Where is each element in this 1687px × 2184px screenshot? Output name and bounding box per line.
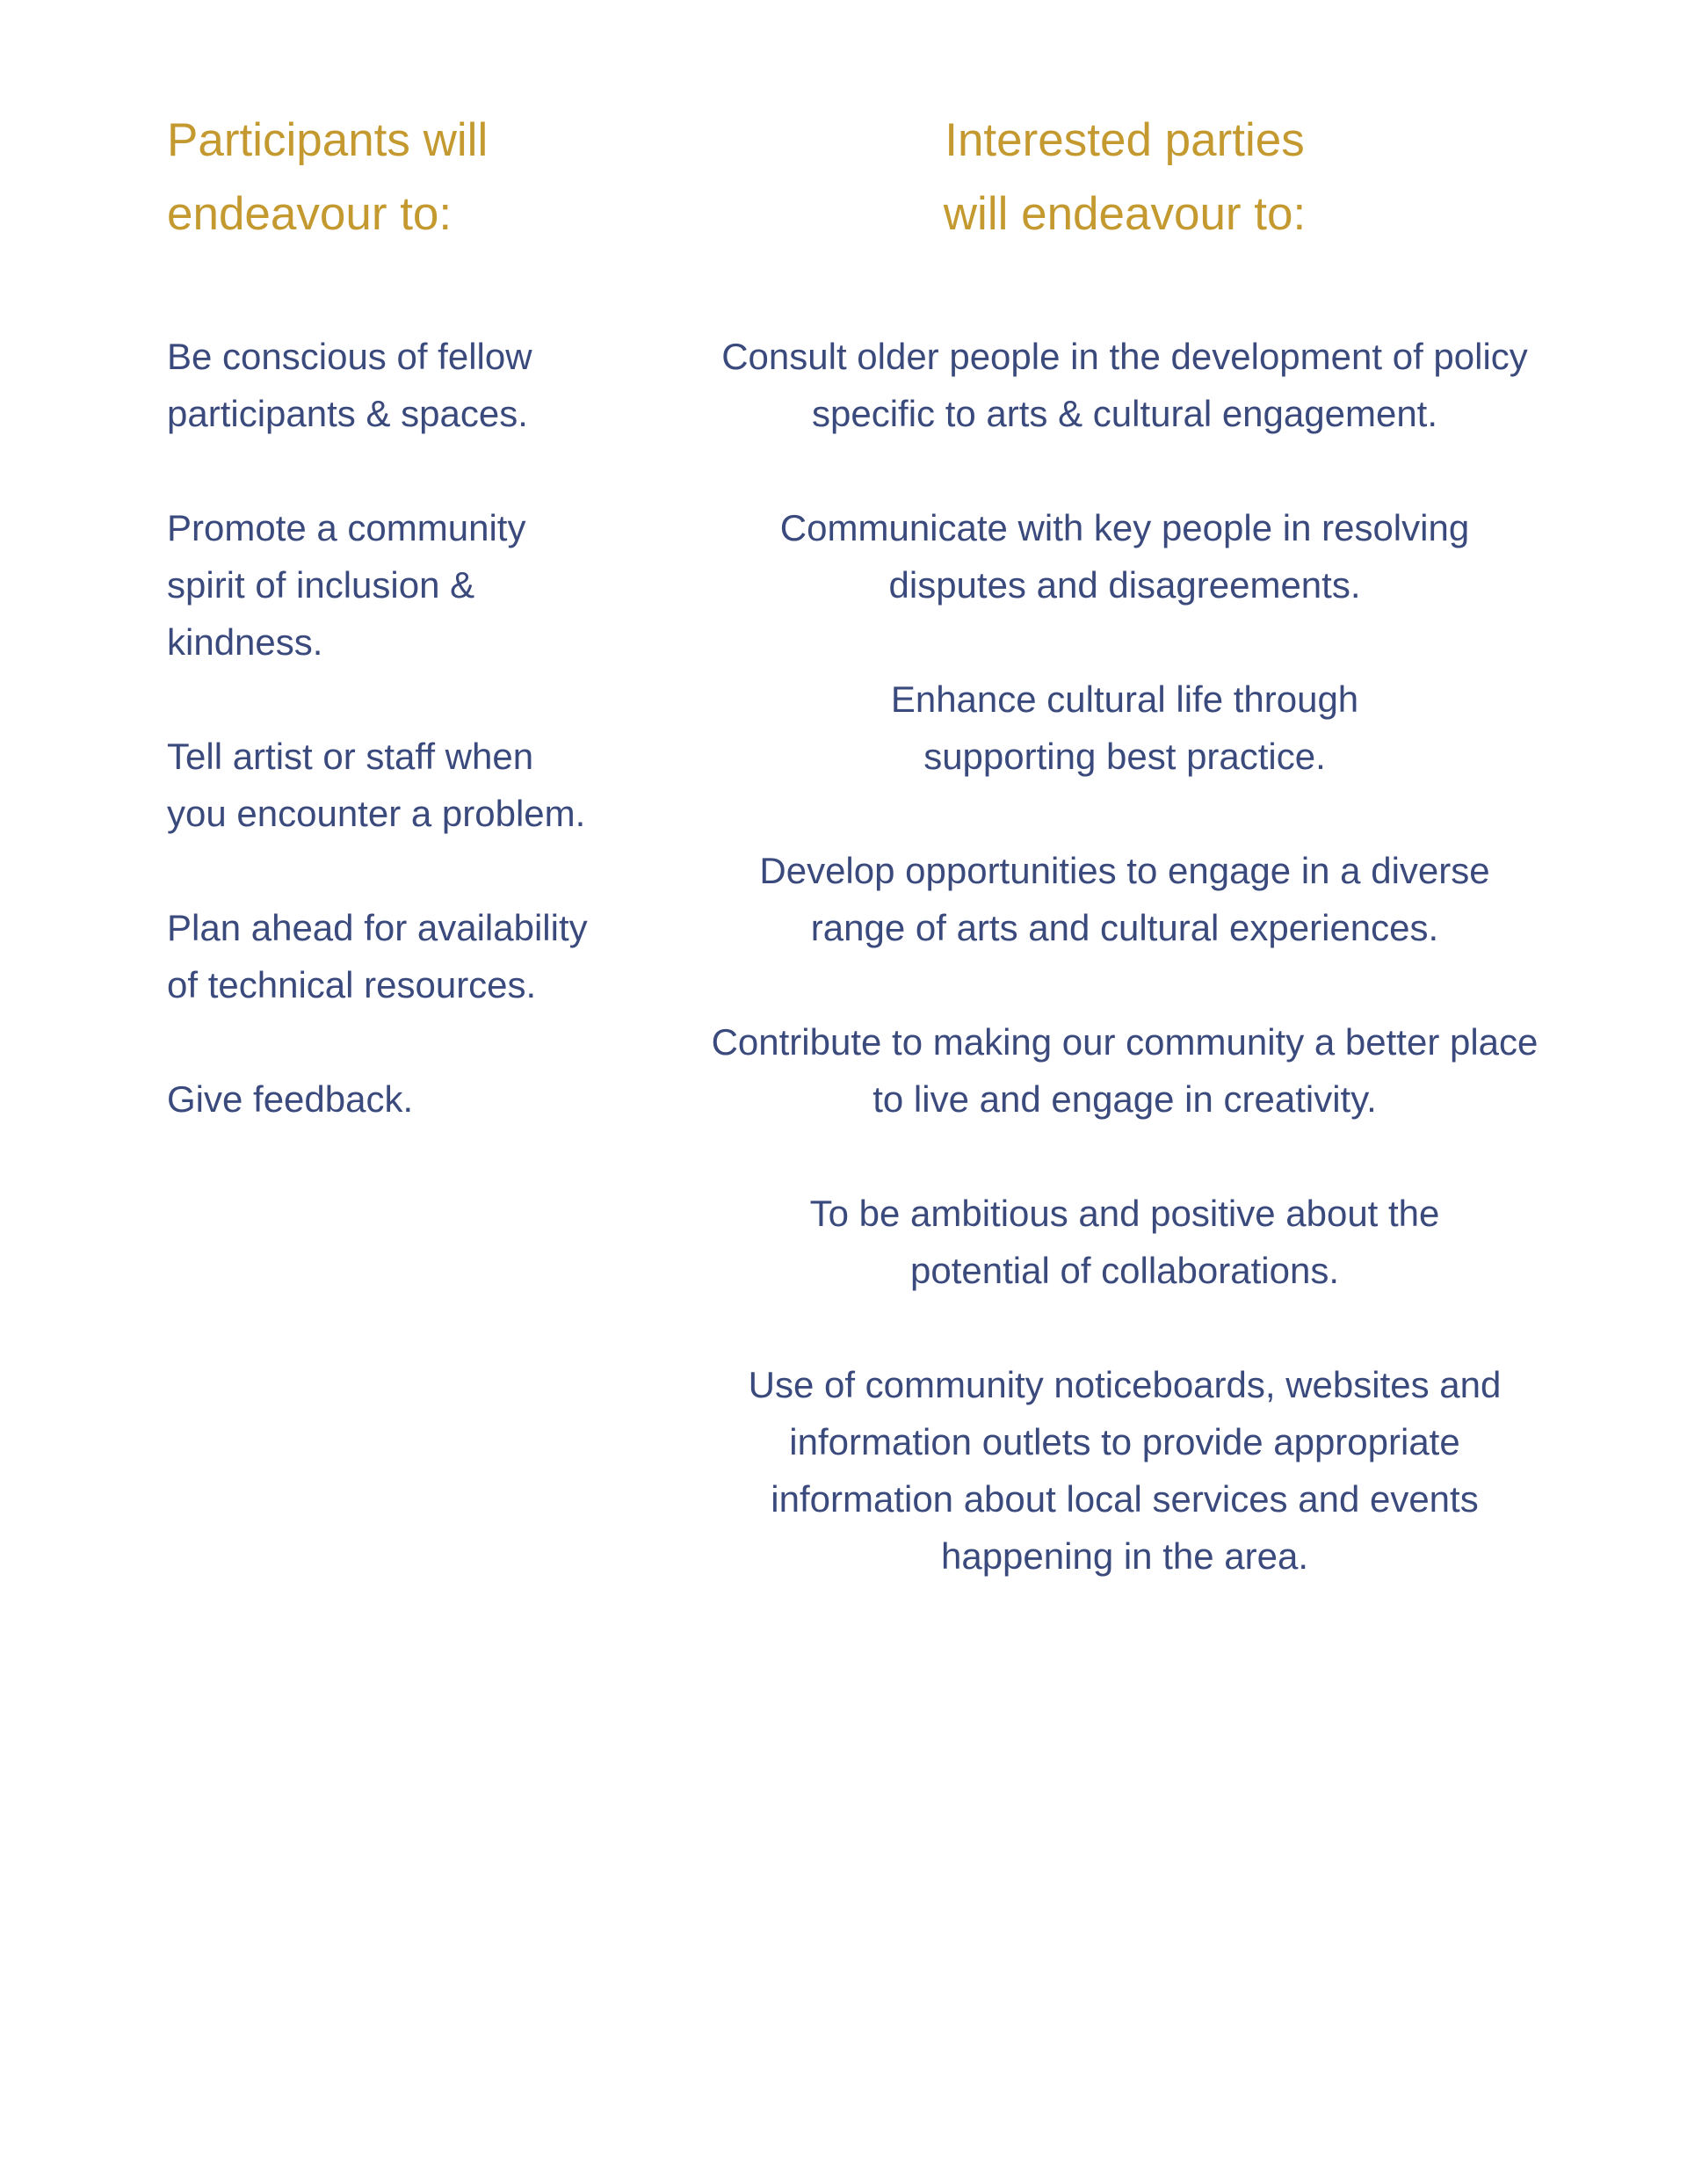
item-line: Communicate with key people in resolving bbox=[779, 507, 1470, 548]
list-item bbox=[167, 328, 659, 442]
item-line: participants & spaces. bbox=[167, 393, 528, 434]
list-item bbox=[167, 1070, 659, 1128]
list-item bbox=[685, 1013, 1564, 1128]
item-line: Contribute to making our community a better place bbox=[711, 1021, 1539, 1063]
list-item bbox=[685, 671, 1564, 785]
item-line: information outlets to provide appropriate bbox=[789, 1421, 1460, 1462]
interested-parties-heading bbox=[685, 104, 1564, 251]
item-line: Give feedback. bbox=[167, 1078, 414, 1120]
item-line: Consult older people in the development of policy bbox=[721, 336, 1528, 377]
participants-heading bbox=[167, 104, 488, 251]
heading-line: Interested parties bbox=[945, 114, 1305, 166]
heading-line: endeavour to: bbox=[167, 188, 453, 240]
item-line: happening in the area. bbox=[940, 1535, 1308, 1577]
item-line: supporting best practice. bbox=[923, 736, 1326, 777]
item-line: Be conscious of fellow bbox=[167, 336, 532, 377]
list-item bbox=[685, 499, 1564, 613]
list-item bbox=[685, 842, 1564, 956]
item-line: Promote a community bbox=[167, 507, 526, 548]
participants-list bbox=[167, 328, 659, 1185]
heading-line: will endeavour to: bbox=[943, 188, 1307, 240]
item-line: kindness. bbox=[167, 621, 323, 663]
list-item bbox=[167, 728, 659, 842]
item-line: To be ambitious and positive about the bbox=[809, 1193, 1440, 1234]
list-item bbox=[167, 499, 659, 671]
item-line: spirit of inclusion & bbox=[167, 564, 475, 606]
item-line: of technical resources. bbox=[167, 964, 537, 1005]
item-line: Tell artist or staff when bbox=[167, 736, 534, 777]
item-line: specific to arts & cultural engagement. bbox=[811, 393, 1438, 434]
list-item bbox=[685, 328, 1564, 442]
item-line: to live and engage in creativity. bbox=[872, 1078, 1377, 1120]
item-line: information about local services and events bbox=[771, 1478, 1479, 1520]
heading-line: Participants will bbox=[167, 114, 489, 166]
item-line: Plan ahead for availability bbox=[167, 907, 588, 948]
list-item bbox=[167, 899, 659, 1013]
list-item bbox=[685, 1185, 1564, 1299]
item-line: Use of community noticeboards, websites and bbox=[748, 1364, 1502, 1405]
item-line: disputes and disagreements. bbox=[888, 564, 1361, 606]
item-line: Develop opportunities to engage in a diverse bbox=[759, 850, 1490, 891]
interested-parties-list bbox=[685, 328, 1564, 1642]
list-item bbox=[685, 1356, 1564, 1585]
item-line: potential of collaborations. bbox=[910, 1250, 1339, 1291]
item-line: Enhance cultural life through bbox=[890, 678, 1359, 720]
item-line: you encounter a problem. bbox=[167, 793, 586, 834]
item-line: range of arts and cultural experiences. bbox=[810, 907, 1439, 948]
